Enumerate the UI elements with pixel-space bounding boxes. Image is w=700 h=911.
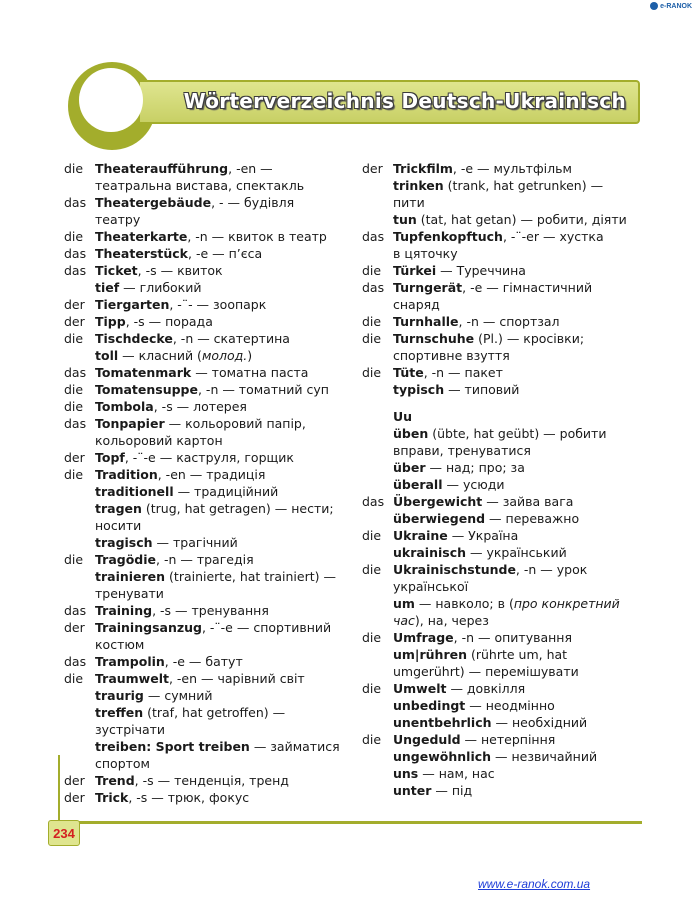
- headword: Tombola: [95, 399, 154, 414]
- headword: Tonpapier: [95, 416, 165, 431]
- translation-text: (Pl.) — кросівки;: [474, 331, 585, 346]
- dictionary-entry: [362, 296, 647, 313]
- dictionary-entry: [64, 551, 349, 568]
- translation-text: , -s — квиток: [137, 263, 223, 278]
- article: die: [64, 552, 84, 567]
- headword: Training: [95, 603, 153, 618]
- translation-text: , -n — опитування: [453, 630, 572, 645]
- article: die: [64, 161, 84, 176]
- headword: ukrainisch: [393, 545, 467, 560]
- article: der: [362, 161, 383, 176]
- dictionary-entry: [362, 714, 647, 731]
- dictionary-entry: [64, 585, 349, 602]
- translation-text: , -e — гімнастичний: [462, 280, 593, 295]
- dictionary-entry: [362, 680, 647, 697]
- headword: Tragödie: [95, 552, 156, 567]
- translation-text: — томатна паста: [191, 365, 309, 380]
- article: die: [64, 399, 84, 414]
- article: der: [64, 450, 85, 465]
- dictionary-entry: [64, 228, 349, 245]
- translation-text: , -n — спортзал: [458, 314, 560, 329]
- translation-text: кольоровий картон: [95, 433, 223, 448]
- headword: unter: [393, 783, 432, 798]
- article: die: [362, 365, 382, 380]
- translation-text: , -s — тренування: [152, 603, 269, 618]
- translation-text: театру: [95, 212, 141, 227]
- dictionary-entry: [362, 177, 647, 194]
- translation-text: umgerührt) — перемішувати: [393, 664, 579, 679]
- dictionary-entry: [362, 347, 647, 364]
- headword: Tomatensuppe: [95, 382, 198, 397]
- headword: Umfrage: [393, 630, 454, 645]
- headword: unbedingt: [393, 698, 466, 713]
- headword: trinken: [393, 178, 444, 193]
- translation-text: — український: [466, 545, 567, 560]
- headword: Tüte: [393, 365, 424, 380]
- article: der: [64, 790, 85, 805]
- headword: Tradition: [95, 467, 158, 482]
- dictionary-entry: [64, 432, 349, 449]
- translation-text: української: [393, 579, 469, 594]
- page-title: Wörterverzeichnis Deutsch-Ukrainisch: [183, 89, 626, 113]
- translation-text: спортивне взуття: [393, 348, 510, 363]
- dictionary-entry: [64, 517, 349, 534]
- logo-text: e-RANOK: [660, 2, 692, 10]
- page-number: 234: [48, 820, 80, 846]
- dictionary-entry: [362, 381, 647, 398]
- translation-text: , -n — скатертина: [172, 331, 290, 346]
- translation-text: , -s — порада: [125, 314, 213, 329]
- translation-text: — навколо; в (: [414, 596, 514, 611]
- dictionary-entry: [64, 330, 349, 347]
- dictionary-entry: [362, 663, 647, 680]
- headword: üben: [393, 426, 429, 441]
- headword: uns: [393, 766, 419, 781]
- dictionary-entry: [362, 748, 647, 765]
- dictionary-entry: [362, 731, 647, 748]
- dictionary-entry: [64, 296, 349, 313]
- translation-text: , -e — батут: [164, 654, 243, 669]
- headword: Tischdecke: [95, 331, 173, 346]
- translation-text: час: [393, 613, 415, 628]
- translation-text: — необхідний: [491, 715, 588, 730]
- headword: über: [393, 460, 426, 475]
- translation-text: — Туреччина: [436, 263, 526, 278]
- translation-text: , - — будівля: [211, 195, 295, 210]
- dictionary-entry: [362, 160, 647, 177]
- translation-text: (trank, hat getrunken) —: [443, 178, 604, 193]
- dictionary-entry: [362, 262, 647, 279]
- article: die: [362, 263, 382, 278]
- translation-text: ), на, через: [414, 613, 489, 628]
- spacer: [362, 398, 647, 408]
- dictionary-entry: [64, 704, 349, 721]
- dictionary-entry: [362, 425, 647, 442]
- translation-text: в цяточку: [393, 246, 458, 261]
- dictionary-entry: [64, 738, 349, 755]
- translation-text: про конкретний: [513, 596, 620, 611]
- translation-text: , -e — мультфільм: [452, 161, 572, 176]
- dictionary-entry: [64, 721, 349, 738]
- headword: Turnhalle: [393, 314, 459, 329]
- translation-text: — нам, нас: [418, 766, 495, 781]
- dictionary-entry: [64, 262, 349, 279]
- dictionary-entry: [64, 772, 349, 789]
- dictionary-entry: [362, 313, 647, 330]
- translation-text: костюм: [95, 637, 145, 652]
- article: das: [64, 263, 87, 278]
- translation-text: (trainierte, hat trainiert) —: [165, 569, 336, 584]
- headword: Trend: [95, 773, 135, 788]
- translation-text: ): [247, 348, 253, 363]
- headword: Türkei: [393, 263, 437, 278]
- translation-text: — неодмінно: [465, 698, 555, 713]
- dictionary-entry: [64, 670, 349, 687]
- article: die: [64, 229, 84, 244]
- dictionary-entry: [362, 245, 647, 262]
- headword: trainieren: [95, 569, 166, 584]
- translation-text: — нетерпіння: [460, 732, 556, 747]
- article: die: [362, 562, 382, 577]
- dictionary-entry: [64, 279, 349, 296]
- headword: überall: [393, 477, 443, 492]
- dictionary-entry: [64, 313, 349, 330]
- headword: toll: [95, 348, 119, 363]
- dictionary-column-right: [362, 160, 647, 799]
- article: das: [64, 416, 87, 431]
- translation-text: (rührte um, hat: [467, 647, 568, 662]
- translation-text: , -e — п’єса: [188, 246, 263, 261]
- dictionary-entry: [362, 459, 647, 476]
- dictionary-entry: [362, 629, 647, 646]
- margin-rule: [58, 755, 60, 823]
- dictionary-entry: [64, 466, 349, 483]
- translation-text: носити: [95, 518, 142, 533]
- headword: tragen: [95, 501, 142, 516]
- dictionary-entry: [362, 228, 647, 245]
- dictionary-entry: [362, 765, 647, 782]
- headword: Ungeduld: [393, 732, 461, 747]
- translation-text: , -n — пакет: [423, 365, 503, 380]
- dictionary-entry: [64, 415, 349, 432]
- dictionary-entry: [362, 493, 647, 510]
- headword: treffen: [95, 705, 144, 720]
- translation-text: — сумний: [143, 688, 213, 703]
- article: das: [64, 365, 87, 380]
- article: der: [64, 314, 85, 329]
- translation-text: , -s — лотерея: [153, 399, 247, 414]
- article: der: [64, 297, 85, 312]
- translation-text: — Україна: [447, 528, 519, 543]
- translation-text: , -en — традиція: [157, 467, 266, 482]
- decorative-circle-inner: [79, 68, 143, 132]
- headword: Topf: [95, 450, 125, 465]
- translation-text: — кольоровий папір,: [164, 416, 306, 431]
- dictionary-entry: [362, 194, 647, 211]
- dictionary-entry: [64, 398, 349, 415]
- translation-text: спортом: [95, 756, 150, 771]
- headword: treiben: Sport treiben: [95, 739, 250, 754]
- headword: traditionell: [95, 484, 174, 499]
- headword: Übergewicht: [393, 494, 483, 509]
- translation-text: молод.: [201, 348, 248, 363]
- headword: Tomatenmark: [95, 365, 192, 380]
- headword: unentbehrlich: [393, 715, 492, 730]
- headword: Trainingsanzug: [95, 620, 202, 635]
- translation-text: тренувати: [95, 586, 164, 601]
- article: der: [64, 773, 85, 788]
- translation-text: — зайва вага: [482, 494, 574, 509]
- dictionary-entry: [64, 568, 349, 585]
- article: das: [362, 229, 385, 244]
- headword: Theaterstück: [95, 246, 188, 261]
- dictionary-entry: [362, 211, 647, 228]
- dictionary-entry: [64, 194, 349, 211]
- dictionary-entry: [64, 364, 349, 381]
- headword: Theatergebäude: [95, 195, 212, 210]
- headword: Tupfenkopftuch: [393, 229, 503, 244]
- translation-text: , -s — тенденція, тренд: [134, 773, 289, 788]
- article: das: [362, 280, 385, 295]
- article: das: [64, 246, 87, 261]
- dictionary-entry: [64, 534, 349, 551]
- headword: Ukraine: [393, 528, 448, 543]
- translation-text: (trug, hat getragen) — нести;: [141, 501, 334, 516]
- translation-text: , -n — трагедія: [156, 552, 254, 567]
- website-link[interactable]: www.e-ranok.com.ua: [478, 877, 591, 891]
- headword: traurig: [95, 688, 144, 703]
- dictionary-entry: [64, 602, 349, 619]
- translation-text: , -en —: [228, 161, 273, 176]
- article: die: [362, 331, 382, 346]
- dictionary-entry: [64, 177, 349, 194]
- headword: Traumwelt: [95, 671, 169, 686]
- headword: Trampolin: [95, 654, 165, 669]
- headword: Tiergarten: [95, 297, 170, 312]
- dictionary-entry: [362, 782, 647, 799]
- logo-icon: [650, 2, 658, 10]
- translation-text: , -n — урок: [515, 562, 588, 577]
- translation-text: , -¨-e — спортивний: [201, 620, 332, 635]
- headword: tun: [393, 212, 417, 227]
- translation-text: снаряд: [393, 297, 440, 312]
- dictionary-entry: [64, 789, 349, 806]
- dictionary-entry: [64, 381, 349, 398]
- translation-text: — глибокий: [119, 280, 202, 295]
- dictionary-entry: [362, 544, 647, 561]
- dictionary-entry: [64, 687, 349, 704]
- translation-text: — усюди: [442, 477, 505, 492]
- translation-text: — традиційний: [173, 484, 279, 499]
- article: das: [64, 603, 87, 618]
- translation-text: (übte, hat geübt) — робити: [428, 426, 607, 441]
- translation-text: , -¨- — зоопарк: [169, 297, 267, 312]
- article: das: [362, 494, 385, 509]
- headword: ungewöhnlich: [393, 749, 492, 764]
- translation-text: — трагічний: [152, 535, 238, 550]
- dictionary-column-left: [64, 160, 349, 806]
- translation-text: — незвичайний: [491, 749, 598, 764]
- translation-text: вправи, тренуватися: [393, 443, 531, 458]
- translation-text: , -n — квиток в театр: [187, 229, 327, 244]
- headword: typisch: [393, 382, 445, 397]
- dictionary-entry: [362, 442, 647, 459]
- dictionary-entry: [362, 595, 647, 612]
- translation-text: — довкілля: [446, 681, 526, 696]
- dictionary-entry: [64, 755, 349, 772]
- translation-text: (tat, hat getan) — робити, діяти: [416, 212, 627, 227]
- dictionary-entry: [362, 364, 647, 381]
- headword: Ukrainischstunde: [393, 562, 516, 577]
- article: die: [362, 732, 382, 747]
- article: die: [64, 382, 84, 397]
- section-letter-heading: Uu: [393, 409, 413, 424]
- headword: Umwelt: [393, 681, 447, 696]
- headword: Ticket: [95, 263, 138, 278]
- footer-rule: [60, 821, 642, 824]
- headword: Theateraufführung: [95, 161, 229, 176]
- headword: Turnschuhe: [393, 331, 475, 346]
- dictionary-entry: [64, 245, 349, 262]
- article: die: [362, 630, 382, 645]
- dictionary-entry: [362, 510, 647, 527]
- translation-text: , -¨-er — хустка: [502, 229, 604, 244]
- dictionary-entry: [362, 561, 647, 578]
- dictionary-entry: [64, 483, 349, 500]
- translation-text: — типовий: [444, 382, 520, 397]
- publisher-logo: [650, 2, 692, 10]
- translation-text: театральна вистава, спектакль: [95, 178, 305, 193]
- headword: tragisch: [95, 535, 153, 550]
- article: der: [64, 620, 85, 635]
- dictionary-entry: [362, 578, 647, 595]
- dictionary-entry: [362, 646, 647, 663]
- translation-text: , -n — томатний суп: [197, 382, 329, 397]
- translation-text: пити: [393, 195, 425, 210]
- article: die: [362, 681, 382, 696]
- headword: Tipp: [95, 314, 126, 329]
- article: die: [64, 467, 84, 482]
- article: die: [64, 331, 84, 346]
- translation-text: , -en — чарівний світ: [168, 671, 305, 686]
- headword: Trickfilm: [393, 161, 453, 176]
- translation-text: — займатися: [249, 739, 340, 754]
- translation-text: зустрічати: [95, 722, 166, 737]
- translation-text: , -s — трюк, фокус: [128, 790, 250, 805]
- dictionary-entry: [64, 636, 349, 653]
- dictionary-entry: [362, 527, 647, 544]
- article: die: [64, 671, 84, 686]
- translation-text: — під: [431, 783, 473, 798]
- dictionary-entry: [64, 160, 349, 177]
- translation-text: (traf, hat getroffen) —: [143, 705, 286, 720]
- translation-text: , -¨-e — каструля, горщик: [124, 450, 294, 465]
- dictionary-entry: [64, 500, 349, 517]
- dictionary-entry: [64, 619, 349, 636]
- dictionary-entry: [64, 653, 349, 670]
- article: das: [64, 654, 87, 669]
- dictionary-entry: [64, 449, 349, 466]
- dictionary-entry: [362, 279, 647, 296]
- headword: um|rühren: [393, 647, 467, 662]
- dictionary-entry: [362, 330, 647, 347]
- headword: Turngerät: [393, 280, 463, 295]
- dictionary-entry: [362, 476, 647, 493]
- translation-text: — над; про; за: [425, 460, 525, 475]
- headword: Trick: [95, 790, 129, 805]
- headword: Theaterkarte: [95, 229, 188, 244]
- article: das: [64, 195, 87, 210]
- dictionary-entry: [64, 347, 349, 364]
- dictionary-entry: [362, 697, 647, 714]
- dictionary-entry: [64, 211, 349, 228]
- translation-text: — переважно: [485, 511, 580, 526]
- dictionary-entry: [362, 612, 647, 629]
- article: die: [362, 314, 382, 329]
- article: die: [362, 528, 382, 543]
- title-banner: [140, 80, 640, 124]
- headword: um: [393, 596, 415, 611]
- translation-text: — класний (: [118, 348, 202, 363]
- headword: überwiegend: [393, 511, 486, 526]
- headword: tief: [95, 280, 120, 295]
